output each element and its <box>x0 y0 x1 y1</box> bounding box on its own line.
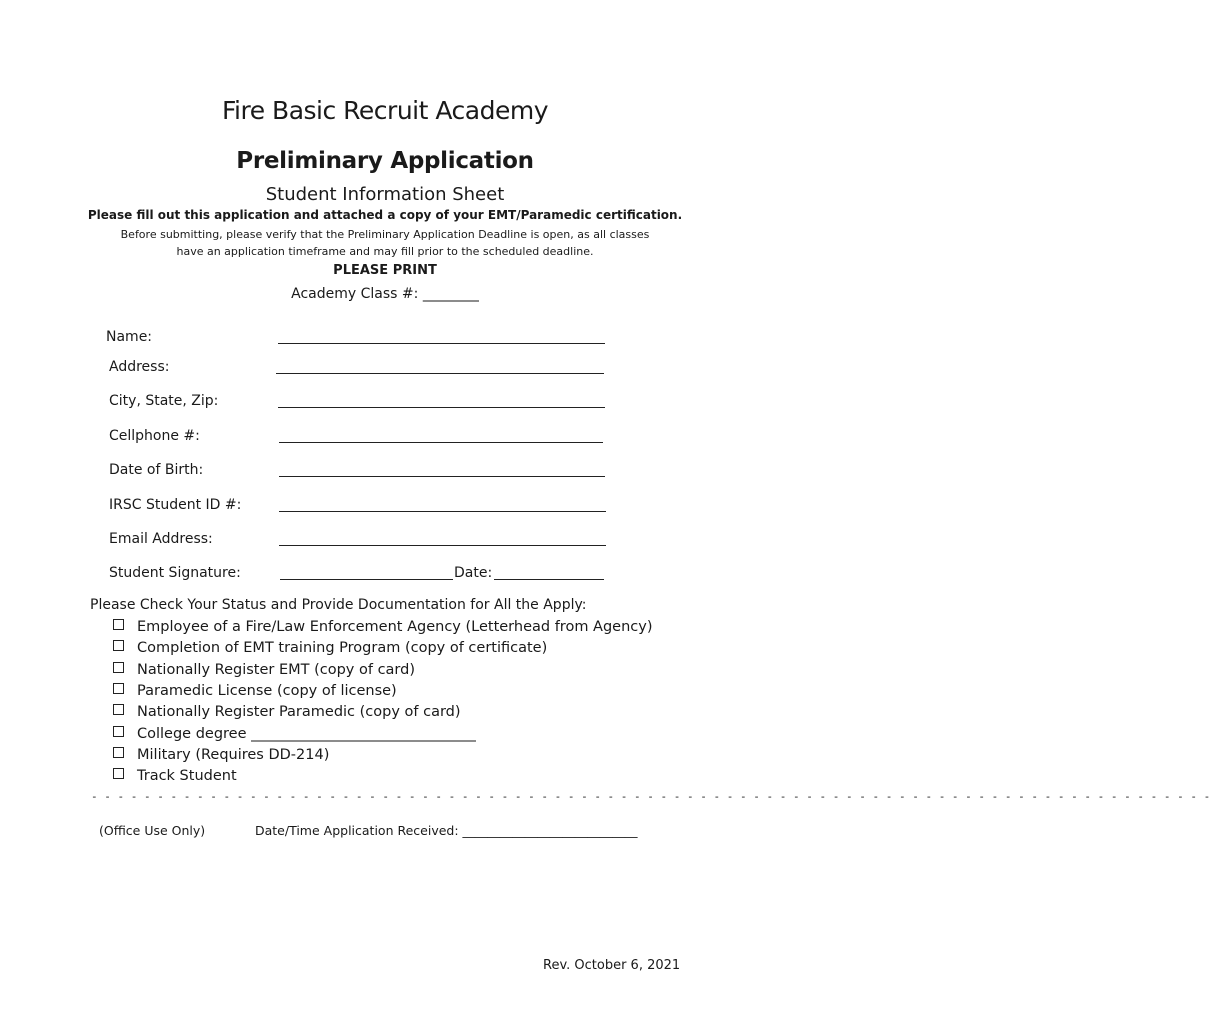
status-item[interactable] <box>113 683 397 703</box>
instruction-text: Please fill out this application and attached a copy of your EMT/Paramedic certification. <box>87 208 683 222</box>
status-item-label: College degree _______________________________ <box>137 726 476 742</box>
status-item[interactable] <box>113 726 476 746</box>
status-item-label: Military (Requires DD-214) <box>137 747 330 763</box>
email-label: Email Address: <box>109 531 213 547</box>
email-field[interactable] <box>279 545 606 546</box>
form-subtitle: Preliminary Application <box>236 148 534 174</box>
signature-label: Student Signature: <box>109 565 241 581</box>
status-item-label: Paramedic License (copy of license) <box>137 683 397 699</box>
date-of-birth-field[interactable] <box>279 476 605 477</box>
dashed-divider: - - - - - - - - - - - - - - - - - - - - - - - - - - - - - - - - - - - - - - - - - - - - - - - - - - - - - - - - - - - - - - - - - - - - - - - - - - - - - - - - - - - - - <box>91 790 1210 803</box>
checkbox-icon[interactable] <box>113 704 124 715</box>
status-item[interactable] <box>113 747 329 767</box>
address-label: Address: <box>109 359 170 375</box>
deadline-note-line2: have an application timeframe and may fill prior to the scheduled deadline. <box>176 245 594 258</box>
checkbox-icon[interactable] <box>113 768 124 779</box>
status-item[interactable] <box>113 662 415 682</box>
checkbox-icon[interactable] <box>113 726 124 737</box>
revision-date: Rev. October 6, 2021 <box>543 958 681 973</box>
checkbox-icon[interactable] <box>113 619 124 630</box>
status-item-label: Nationally Register EMT (copy of card) <box>137 662 415 678</box>
cellphone-label: Cellphone #: <box>109 428 200 444</box>
date-field[interactable] <box>494 579 604 580</box>
status-item[interactable] <box>113 640 547 660</box>
student-id-field[interactable] <box>279 511 606 512</box>
city-state-zip-label: City, State, Zip: <box>109 393 219 409</box>
status-item[interactable] <box>113 619 653 639</box>
please-print-label: PLEASE PRINT <box>333 263 437 278</box>
date-of-birth-label: Date of Birth: <box>109 462 204 478</box>
received-field[interactable]: Date/Time Application Received: ____________________________ <box>255 823 638 838</box>
status-item-label: Employee of a Fire/Law Enforcement Agency (Letterhead from Agency) <box>137 619 653 635</box>
status-heading: Please Check Your Status and Provide Documentation for All the Apply: <box>90 597 587 613</box>
cellphone-field[interactable] <box>279 442 603 443</box>
status-item-label: Nationally Register Paramedic (copy of card) <box>137 704 461 720</box>
academy-class-field[interactable]: Academy Class #: ________ <box>291 286 479 302</box>
office-use-label: (Office Use Only) <box>99 823 206 838</box>
signature-field[interactable] <box>280 579 453 580</box>
checkbox-icon[interactable] <box>113 683 124 694</box>
date-label: Date: <box>454 565 493 581</box>
name-field[interactable] <box>278 343 605 344</box>
status-item-label: Completion of EMT training Program (copy of certificate) <box>137 640 548 656</box>
status-item[interactable] <box>113 768 237 788</box>
deadline-note-line1: Before submitting, please verify that the Preliminary Application Deadline is open, as all classes <box>120 228 650 241</box>
checkbox-icon[interactable] <box>113 640 124 651</box>
name-label: Name: <box>106 329 153 345</box>
checkbox-icon[interactable] <box>113 662 124 673</box>
sheet-name: Student Information Sheet <box>265 184 505 205</box>
city-state-zip-field[interactable] <box>278 407 605 408</box>
form-title: Fire Basic Recruit Academy <box>221 96 548 125</box>
student-id-label: IRSC Student ID #: <box>109 497 242 513</box>
address-field[interactable] <box>276 373 604 374</box>
status-item[interactable] <box>113 704 461 724</box>
checkbox-icon[interactable] <box>113 747 124 758</box>
status-item-label: Track Student <box>137 768 237 784</box>
